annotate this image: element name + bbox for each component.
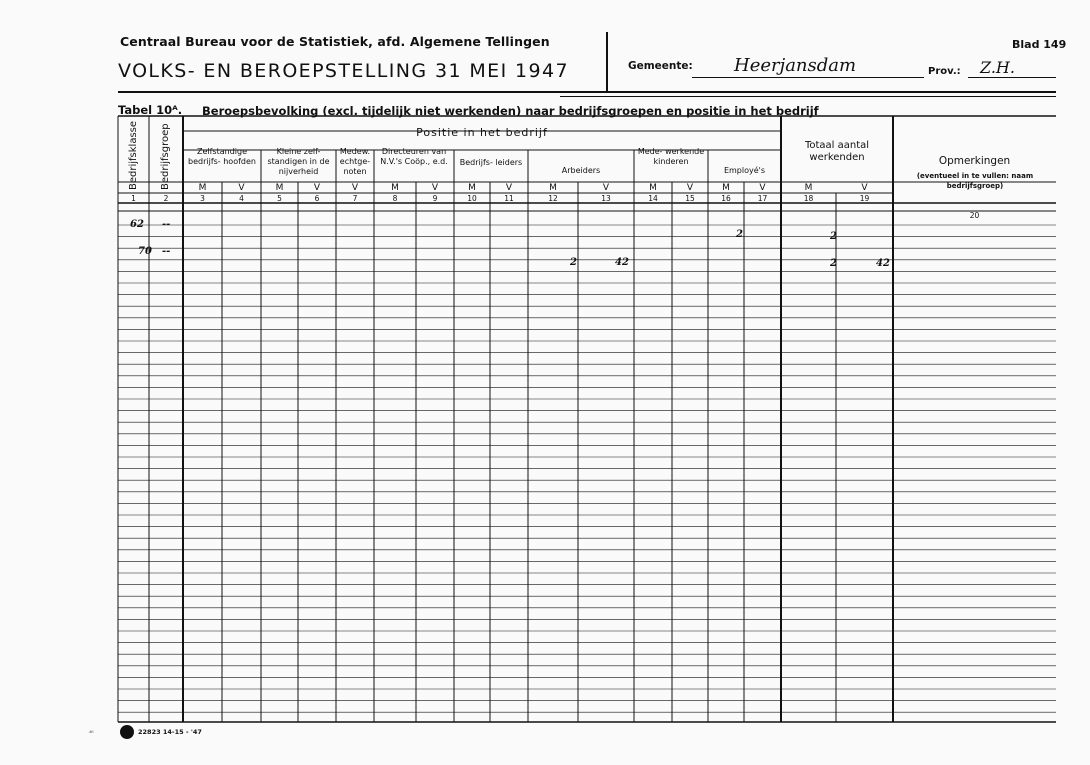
group-header-8: Employé's bbox=[723, 166, 766, 175]
row2-totaal-m: 2 bbox=[830, 258, 837, 269]
positie-header: Positie in het bedrijf bbox=[416, 126, 548, 139]
mv-label: M bbox=[549, 183, 557, 193]
mv-label: M bbox=[198, 183, 207, 193]
column-number: 18 bbox=[803, 194, 814, 203]
opmerkingen-subheader: (eventueel in te vullen: naam bedrijfsgroep) bbox=[916, 172, 1034, 190]
column-number: 11 bbox=[504, 194, 514, 203]
prov-label: Prov.: bbox=[928, 66, 961, 77]
mv-label: V bbox=[313, 183, 321, 193]
row1-bedrijfsgroep: -- bbox=[162, 219, 171, 230]
mv-label: V bbox=[351, 183, 359, 193]
mv-label: V bbox=[238, 183, 245, 193]
column-number: 19 bbox=[859, 194, 870, 203]
printer-mark-icon: ☙ bbox=[88, 728, 95, 736]
row1-totaal-m: 2 bbox=[830, 231, 837, 242]
row2-arbeiders-v: 42 bbox=[615, 257, 629, 268]
column-number: 3 bbox=[200, 194, 205, 203]
column-number: 8 bbox=[392, 194, 398, 203]
group-header-1: Zelfstandige bedrijfs- hoofden bbox=[188, 147, 256, 166]
column-number: 17 bbox=[757, 194, 768, 203]
row2-bedrijfsklasse: 70 bbox=[138, 246, 152, 257]
sheet-number: Blad 149 bbox=[1012, 38, 1067, 51]
column-number: 16 bbox=[721, 194, 731, 203]
print-code: 22823 14-15 - '47 bbox=[138, 728, 202, 736]
mv-label: V bbox=[861, 183, 868, 193]
column-number: 2 bbox=[163, 194, 169, 203]
table-caption: Beroepsbevolking (excl. tijdelijk niet werkenden) naar bedrijfsgroepen en positie in het bedrijf bbox=[202, 104, 819, 118]
column-number: 6 bbox=[314, 194, 320, 203]
group-header-4: Directeuren van N.V.'s Coöp., e.d. bbox=[380, 147, 448, 166]
row2-bedrijfsgroep: -- bbox=[162, 246, 171, 257]
group-header-5: Bedrijfs- leiders bbox=[459, 158, 523, 167]
column-number: 14 bbox=[648, 194, 658, 203]
mv-label: V bbox=[602, 183, 610, 193]
column-number: 20 bbox=[969, 211, 980, 220]
organization-name: Centraal Bureau voor de Statistiek, afd. Algemene Tellingen bbox=[120, 34, 550, 49]
row2-totaal-v: 42 bbox=[876, 258, 890, 269]
mv-label: M bbox=[275, 183, 284, 193]
mv-label: V bbox=[505, 183, 513, 193]
mv-label: M bbox=[649, 183, 657, 193]
mv-label: M bbox=[722, 183, 730, 193]
row1-bedrijfsklasse: 62 bbox=[130, 219, 144, 230]
mv-label: M bbox=[468, 183, 476, 193]
gemeente-label: Gemeente: bbox=[628, 60, 693, 72]
gemeente-value: Heerjansdam bbox=[734, 55, 857, 76]
column-number: 12 bbox=[548, 194, 558, 203]
group-header-3: Medew. echtge- noten bbox=[339, 147, 371, 176]
opmerkingen-header: Opmerkingen bbox=[938, 155, 1011, 167]
mv-label: M bbox=[391, 183, 399, 193]
form-title: VOLKS- EN BEROEPSTELLING 31 MEI 1947 bbox=[118, 60, 569, 82]
bedrijfsklasse-header: Bedrijfsklasse bbox=[128, 120, 139, 190]
mv-label: M bbox=[804, 183, 813, 193]
column-number: 4 bbox=[239, 194, 244, 203]
column-number: 15 bbox=[685, 194, 695, 203]
column-number: 7 bbox=[352, 194, 358, 203]
prov-value: Z.H. bbox=[980, 58, 1015, 77]
totaal-header: Totaal aantal werkenden bbox=[804, 140, 870, 163]
bedrijfsgroep-header: Bedrijfsgroep bbox=[160, 123, 171, 190]
group-header-6: Arbeiders bbox=[561, 166, 601, 175]
mv-label: V bbox=[759, 183, 766, 193]
printer-logo-icon bbox=[120, 725, 134, 739]
column-number: 9 bbox=[432, 194, 438, 203]
row2-arbeiders-m: 2 bbox=[570, 257, 577, 268]
table-number: Tabel 10ᴬ. bbox=[118, 103, 183, 117]
column-number: 10 bbox=[467, 194, 477, 203]
mv-label: V bbox=[431, 183, 439, 193]
group-header-7: Mede- werkende kinderen bbox=[637, 147, 705, 166]
column-number: 5 bbox=[277, 194, 282, 203]
column-number: 13 bbox=[601, 194, 611, 203]
group-header-2: Kleine zelf- standigen in de nijverheid bbox=[267, 147, 330, 176]
column-number: 1 bbox=[131, 194, 136, 203]
mv-label: V bbox=[686, 183, 694, 193]
row1-employes-m: 2 bbox=[736, 229, 743, 240]
